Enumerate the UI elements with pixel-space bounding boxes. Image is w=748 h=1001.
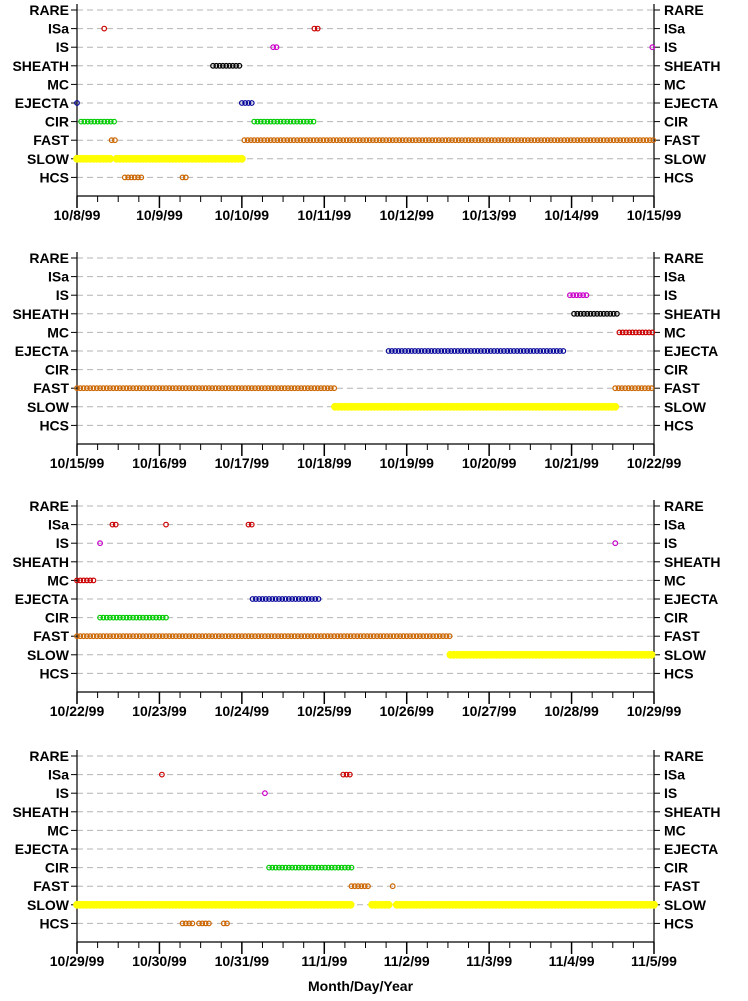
y-label-left: CIR	[44, 609, 69, 626]
y-label-right: HCS	[664, 915, 694, 932]
x-tick-label: 11/1/99	[301, 953, 348, 969]
y-label-right: MC	[664, 822, 686, 839]
y-label-left: SLOW	[27, 150, 69, 167]
x-axis-title: Month/Day/Year	[307, 978, 414, 994]
y-label-left: RARE	[29, 748, 69, 764]
y-label-right: CIR	[664, 361, 689, 378]
data-point-slow	[238, 155, 245, 162]
y-label-left: HCS	[39, 417, 69, 434]
y-label-right: ISa	[664, 268, 686, 285]
y-label-left: RARE	[29, 250, 69, 266]
x-tick-label: 10/30/99	[132, 953, 187, 969]
x-tick-label: 10/25/99	[297, 703, 352, 719]
chart-panel-3	[12, 498, 720, 719]
y-label-left: IS	[55, 785, 69, 802]
y-label-left: MC	[47, 822, 69, 839]
y-label-right: SLOW	[664, 646, 706, 663]
y-label-left: SHEATH	[12, 803, 69, 820]
y-label-right: HCS	[664, 417, 694, 434]
x-tick-label: 10/21/99	[544, 455, 599, 471]
y-label-left: FAST	[33, 878, 69, 895]
y-label-right: SHEATH	[664, 803, 721, 820]
y-label-left: SHEATH	[12, 57, 69, 74]
y-label-right: IS	[664, 287, 678, 304]
y-label-right: SLOW	[664, 896, 706, 913]
y-label-right: FAST	[664, 132, 700, 149]
y-label-left: SHEATH	[12, 305, 69, 322]
x-tick-label: 11/2/99	[383, 953, 430, 969]
chart-panel-4	[12, 748, 720, 994]
y-label-left: EJECTA	[14, 841, 69, 857]
x-tick-label: 11/3/99	[466, 953, 513, 969]
data-point-is	[613, 541, 618, 546]
y-label-right: IS	[664, 535, 678, 552]
y-label-right: SHEATH	[664, 553, 721, 570]
y-label-left: IS	[55, 287, 69, 304]
chart-panel-1	[12, 2, 720, 223]
x-tick-label: 10/20/99	[461, 455, 517, 471]
y-label-right: ISa	[664, 20, 686, 37]
y-label-left: EJECTA	[14, 591, 69, 607]
data-point-slow	[648, 651, 655, 658]
data-point-slow	[612, 403, 619, 410]
x-tick-label: 10/13/99	[461, 207, 517, 223]
data-point-slow	[651, 901, 658, 908]
y-label-left: EJECTA	[14, 95, 69, 111]
x-tick-label: 10/16/99	[132, 455, 187, 471]
y-label-right: EJECTA	[664, 343, 719, 359]
x-tick-label: 10/22/99	[626, 455, 682, 471]
x-tick-label: 10/8/99	[53, 207, 101, 223]
y-label-left: CIR	[44, 361, 69, 378]
y-label-right: EJECTA	[664, 95, 719, 111]
y-label-right: CIR	[664, 859, 689, 876]
y-label-left: ISa	[47, 20, 69, 37]
y-label-right: ISa	[664, 516, 686, 533]
x-tick-label: 11/5/99	[631, 953, 677, 969]
y-label-left: CIR	[44, 859, 69, 876]
y-label-right: EJECTA	[664, 841, 719, 857]
x-tick-label: 10/23/99	[132, 703, 187, 719]
y-label-left: HCS	[39, 665, 69, 682]
x-tick-label: 10/10/99	[214, 207, 270, 223]
y-label-right: RARE	[664, 498, 704, 514]
y-label-right: MC	[664, 324, 686, 341]
y-label-right: RARE	[664, 250, 704, 266]
y-label-left: IS	[55, 39, 69, 56]
y-label-right: IS	[664, 39, 678, 56]
data-point-slow	[347, 901, 354, 908]
y-label-right: HCS	[664, 665, 694, 682]
y-label-left: MC	[47, 76, 69, 93]
x-tick-label: 10/17/99	[214, 455, 270, 471]
x-tick-label: 10/29/99	[626, 703, 682, 719]
y-label-right: SHEATH	[664, 305, 721, 322]
x-tick-label: 10/15/99	[49, 455, 105, 471]
x-tick-label: 10/26/99	[379, 703, 434, 719]
x-tick-label: 11/4/99	[548, 953, 595, 969]
y-label-left: FAST	[33, 380, 69, 397]
x-tick-label: 10/24/99	[214, 703, 270, 719]
x-tick-label: 10/22/99	[49, 703, 105, 719]
y-label-right: FAST	[664, 380, 700, 397]
y-label-right: HCS	[664, 169, 694, 186]
x-tick-label: 10/28/99	[544, 703, 599, 719]
x-tick-label: 10/11/99	[297, 207, 352, 223]
y-label-right: FAST	[664, 878, 700, 895]
y-label-right: IS	[664, 785, 678, 802]
y-label-left: ISa	[47, 766, 69, 783]
data-point-slow	[107, 155, 114, 162]
y-label-left: IS	[55, 535, 69, 552]
y-label-left: CIR	[44, 113, 69, 130]
y-label-left: SLOW	[27, 646, 69, 663]
y-label-right: RARE	[664, 2, 704, 18]
y-label-left: HCS	[39, 169, 69, 186]
y-label-left: RARE	[29, 498, 69, 514]
y-label-right: SLOW	[664, 398, 706, 415]
y-label-right: SHEATH	[664, 57, 721, 74]
chart-panel-2	[12, 250, 720, 471]
y-label-left: SHEATH	[12, 553, 69, 570]
x-tick-label: 10/15/99	[626, 207, 682, 223]
y-label-right: EJECTA	[664, 591, 719, 607]
y-label-right: RARE	[664, 748, 704, 764]
y-label-left: EJECTA	[14, 343, 69, 359]
y-label-left: MC	[47, 572, 69, 589]
x-tick-label: 10/12/99	[379, 207, 434, 223]
x-tick-label: 10/29/99	[49, 953, 105, 969]
y-label-left: FAST	[33, 628, 69, 645]
y-label-left: FAST	[33, 132, 69, 149]
data-point-is	[263, 791, 268, 796]
data-point-fast	[113, 138, 118, 143]
x-tick-label: 10/31/99	[214, 953, 270, 969]
y-label-left: SLOW	[27, 896, 69, 913]
y-label-left: HCS	[39, 915, 69, 932]
x-tick-label: 10/27/99	[461, 703, 517, 719]
x-tick-label: 10/9/99	[136, 207, 183, 223]
y-label-right: CIR	[664, 609, 689, 626]
x-tick-label: 10/19/99	[379, 455, 434, 471]
data-point-slow	[385, 901, 392, 908]
y-label-left: RARE	[29, 2, 69, 18]
y-label-right: FAST	[664, 628, 700, 645]
y-label-right: SLOW	[664, 150, 706, 167]
y-label-left: SLOW	[27, 398, 69, 415]
y-label-left: ISa	[47, 268, 69, 285]
y-label-right: ISa	[664, 766, 686, 783]
x-tick-label: 10/18/99	[297, 455, 352, 471]
y-label-right: CIR	[664, 113, 689, 130]
y-label-left: MC	[47, 324, 69, 341]
x-tick-label: 10/14/99	[544, 207, 599, 223]
y-label-right: MC	[664, 76, 686, 93]
y-label-left: ISa	[47, 516, 69, 533]
y-label-right: MC	[664, 572, 686, 589]
